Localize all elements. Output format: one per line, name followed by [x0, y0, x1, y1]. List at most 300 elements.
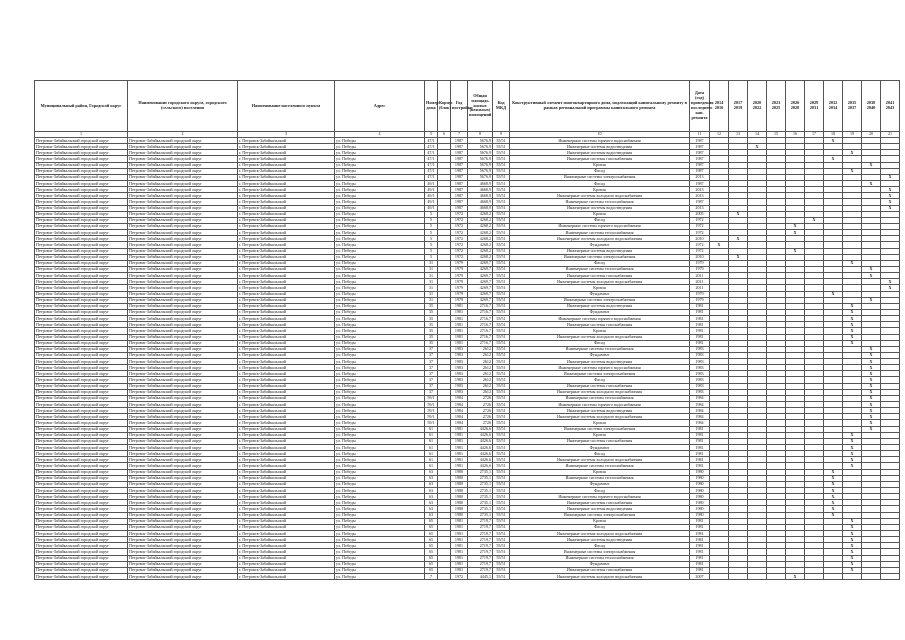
area-cell: 4426,6 [468, 463, 493, 469]
period-mark: Х [824, 138, 843, 144]
element-cell: Фундамент [510, 445, 690, 451]
street-cell: ул. Победы [335, 359, 425, 365]
element-cell: Инженерные системы теплоснабжения [510, 230, 690, 236]
build-year-cell: 1972 [451, 236, 468, 242]
last-repair-cell: 1980 [690, 488, 710, 494]
settlement-cell: Петровск-Забайкальский городской округ [128, 500, 238, 506]
area-cell: 2716,7 [468, 334, 493, 340]
period-mark: Х [843, 438, 862, 444]
last-repair-cell: 1983 [690, 359, 710, 365]
element-cell: Инженерные системы водоотведения [510, 303, 690, 309]
build-year-cell: 1981 [451, 322, 468, 328]
locality-cell: г. Петровск-Забайкальский [238, 365, 335, 371]
locality-cell: г. Петровск-Забайкальский [238, 328, 335, 334]
period-mark: Х [843, 309, 862, 315]
build-year-cell: 1981 [451, 303, 468, 309]
district-cell: Петровск-Забайкальский городской округ [35, 567, 128, 573]
last-repair-cell: 1979 [690, 291, 710, 297]
element-cell: Фасад [510, 524, 690, 530]
element-cell: Кровля [510, 162, 690, 168]
street-cell: ул. Победы [335, 334, 425, 340]
street-cell: ул. Победы [335, 260, 425, 266]
area-cell: 2612 [468, 346, 493, 352]
street-cell: ул. Победы [335, 512, 425, 518]
street-cell: ул. Победы [335, 273, 425, 279]
last-repair-cell: 1983 [690, 371, 710, 377]
settlement-cell: Петровск-Забайкальский городской округ [128, 303, 238, 309]
column-number: 21 [881, 132, 900, 138]
period-mark: Х [862, 383, 881, 389]
column-header: 2017 2019 [729, 81, 748, 132]
period-mark: Х [862, 402, 881, 408]
settlement-cell: Петровск-Забайкальский городской округ [128, 359, 238, 365]
district-cell: Петровск-Забайкальский городской округ [35, 402, 128, 408]
build-year-cell: 1983 [451, 377, 468, 383]
last-repair-cell: 1987 [690, 162, 710, 168]
locality-cell: г. Петровск-Забайкальский [238, 138, 335, 144]
period-mark: Х [862, 266, 881, 272]
area-cell: 4426,6 [468, 451, 493, 457]
house-number-cell: 35 [425, 340, 438, 346]
area-cell: 2719,7 [468, 561, 493, 567]
build-year-cell: 1987 [451, 162, 468, 168]
period-mark: Х [729, 211, 748, 217]
period-mark: Х [862, 162, 881, 168]
period-mark: Х [824, 291, 843, 297]
build-year-cell: 1984 [451, 395, 468, 401]
street-cell: ул. Победы [335, 254, 425, 260]
last-repair-cell: 1980 [690, 469, 710, 475]
locality-cell: г. Петровск-Забайкальский [238, 297, 335, 303]
house-number-cell: 49/1 [425, 205, 438, 211]
street-cell: ул. Победы [335, 291, 425, 297]
mkd-code-cell: 55/51 [493, 346, 510, 352]
last-repair-cell: 2010 [690, 236, 710, 242]
settlement-cell: Петровск-Забайкальский городской округ [128, 291, 238, 297]
last-repair-cell: 1983 [690, 365, 710, 371]
locality-cell: г. Петровск-Забайкальский [238, 377, 335, 383]
period-mark: Х [786, 223, 805, 229]
house-number-cell: 5 [425, 217, 438, 223]
street-cell: ул. Победы [335, 383, 425, 389]
district-cell: Петровск-Забайкальский городской округ [35, 254, 128, 260]
street-cell: ул. Победы [335, 174, 425, 180]
period-mark: Х [862, 371, 881, 377]
build-year-cell: 1981 [451, 463, 468, 469]
mkd-code-cell: 55/51 [493, 506, 510, 512]
street-cell: ул. Победы [335, 211, 425, 217]
district-cell: Петровск-Забайкальский городской округ [35, 481, 128, 487]
area-cell: 4445,1 [468, 573, 493, 579]
area-cell: 2735,1 [468, 469, 493, 475]
build-year-cell: 1987 [451, 144, 468, 150]
locality-cell: г. Петровск-Забайкальский [238, 291, 335, 297]
mkd-code-cell: 55/51 [493, 266, 510, 272]
period-mark: Х [824, 469, 843, 475]
locality-cell: г. Петровск-Забайкальский [238, 144, 335, 150]
area-cell: 4668,9 [468, 180, 493, 186]
element-cell: Фундамент [510, 352, 690, 358]
period-mark: Х [824, 488, 843, 494]
settlement-cell: Петровск-Забайкальский городской округ [128, 340, 238, 346]
area-cell: 2716,7 [468, 309, 493, 315]
period-mark: Х [843, 451, 862, 457]
street-cell: ул. Победы [335, 156, 425, 162]
period-mark: Х [843, 150, 862, 156]
house-number-cell: 49/1 [425, 199, 438, 205]
mkd-code-cell: 55/51 [493, 494, 510, 500]
area-cell: 2719,7 [468, 543, 493, 549]
district-cell: Петровск-Забайкальский городской округ [35, 279, 128, 285]
element-cell: Инженерные системы горячего водоснабжения [510, 223, 690, 229]
locality-cell: г. Петровск-Забайкальский [238, 426, 335, 432]
settlement-cell: Петровск-Забайкальский городской округ [128, 438, 238, 444]
period-mark: Х [729, 254, 748, 260]
settlement-cell: Петровск-Забайкальский городской округ [128, 285, 238, 291]
build-year-cell: 1979 [451, 260, 468, 266]
period-cell [805, 573, 824, 579]
element-cell: Инженерные системы холодного водоснабжения [510, 457, 690, 463]
settlement-cell: Петровск-Забайкальский городской округ [128, 346, 238, 352]
district-cell: Петровск-Забайкальский городской округ [35, 303, 128, 309]
street-cell: ул. Победы [335, 365, 425, 371]
mkd-code-cell: 55/51 [493, 174, 510, 180]
mkd-code-cell: 55/51 [493, 389, 510, 395]
column-header: 2038 2040 [862, 81, 881, 132]
street-cell: ул. Победы [335, 420, 425, 426]
house-number-cell: 47/1 [425, 174, 438, 180]
build-year-cell: 1981 [451, 549, 468, 555]
street-cell: ул. Победы [335, 340, 425, 346]
street-cell: ул. Победы [335, 217, 425, 223]
house-number-cell: 61 [425, 438, 438, 444]
locality-cell: г. Петровск-Забайкальский [238, 457, 335, 463]
area-cell: 2735,1 [468, 512, 493, 518]
column-header: 2041 2043 [881, 81, 900, 132]
mkd-code-cell: 55/51 [493, 549, 510, 555]
last-repair-cell: 2013 [690, 193, 710, 199]
street-cell: ул. Победы [335, 537, 425, 543]
column-number: 12 [710, 132, 729, 138]
build-year-cell: 1980 [451, 469, 468, 475]
last-repair-cell: 1981 [690, 531, 710, 537]
element-cell: Инженерные системы горячего водоснабжения [510, 316, 690, 322]
area-cell: 4426,6 [468, 426, 493, 432]
area-cell: 2735,1 [468, 506, 493, 512]
street-cell: ул. Победы [335, 481, 425, 487]
district-cell: Петровск-Забайкальский городской округ [35, 162, 128, 168]
settlement-cell: Петровск-Забайкальский городской округ [128, 273, 238, 279]
street-cell: ул. Победы [335, 162, 425, 168]
house-number-cell: 47/1 [425, 150, 438, 156]
area-cell: 2735,1 [468, 500, 493, 506]
element-cell: Фасад [510, 260, 690, 266]
settlement-cell: Петровск-Забайкальский городской округ [128, 138, 238, 144]
district-cell: Петровск-Забайкальский городской округ [35, 561, 128, 567]
last-repair-cell: 1983 [690, 389, 710, 395]
house-number-cell: 31 [425, 260, 438, 266]
build-year-cell: 1979 [451, 297, 468, 303]
area-cell: 4269,7 [468, 291, 493, 297]
period-mark: Х [824, 506, 843, 512]
locality-cell: г. Петровск-Забайкальский [238, 346, 335, 352]
build-year-cell: 1981 [451, 328, 468, 334]
header-row [35, 81, 900, 132]
build-year-cell: 1972 [451, 573, 468, 579]
last-repair-cell: 2013 [690, 205, 710, 211]
element-cell: Фундамент [510, 242, 690, 248]
column-header: Код МКД [493, 81, 510, 132]
locality-cell: г. Петровск-Забайкальский [238, 193, 335, 199]
last-repair-cell: 1981 [690, 518, 710, 524]
district-cell: Петровск-Забайкальский городской округ [35, 451, 128, 457]
period-mark: Х [862, 297, 881, 303]
mkd-code-cell: 55/51 [493, 334, 510, 340]
mkd-code-cell: 55/51 [493, 156, 510, 162]
build-year-cell: 1972 [451, 248, 468, 254]
locality-cell: г. Петровск-Забайкальский [238, 531, 335, 537]
settlement-cell: Петровск-Забайкальский городской округ [128, 475, 238, 481]
street-cell: ул. Победы [335, 377, 425, 383]
period-mark: Х [805, 217, 824, 223]
build-year-cell: 1984 [451, 408, 468, 414]
settlement-cell: Петровск-Забайкальский городской округ [128, 395, 238, 401]
street-cell: ул. Победы [335, 352, 425, 358]
area-cell: 2612 [468, 352, 493, 358]
build-year-cell: 1983 [451, 365, 468, 371]
area-cell: 4668,9 [468, 187, 493, 193]
build-year-cell: 1981 [451, 518, 468, 524]
element-cell: Инженерные системы горячего водоснабжения [510, 365, 690, 371]
mkd-code-cell: 55/51 [493, 408, 510, 414]
build-year-cell: 1972 [451, 217, 468, 223]
element-cell: Инженерные системы электроснабжения [510, 549, 690, 555]
element-cell: Инженерные системы теплоснабжения [510, 463, 690, 469]
district-cell: Петровск-Забайкальский городской округ [35, 328, 128, 334]
build-year-cell: 1981 [451, 561, 468, 567]
mkd-code-cell: 55/51 [493, 303, 510, 309]
last-repair-cell: 1981 [690, 334, 710, 340]
street-cell: ул. Победы [335, 168, 425, 174]
period-cell [729, 573, 748, 579]
build-year-cell: 1983 [451, 371, 468, 377]
period-mark: Х [843, 445, 862, 451]
settlement-cell: Петровск-Забайкальский городской округ [128, 408, 238, 414]
mkd-code-cell: 55/51 [493, 273, 510, 279]
district-cell: Петровск-Забайкальский городской округ [35, 463, 128, 469]
locality-cell: г. Петровск-Забайкальский [238, 168, 335, 174]
settlement-cell: Петровск-Забайкальский городской округ [128, 248, 238, 254]
last-repair-cell: 1972 [690, 217, 710, 223]
district-cell: Петровск-Забайкальский городской округ [35, 309, 128, 315]
period-mark: Х [843, 518, 862, 524]
house-number-cell: 5 [425, 223, 438, 229]
house-number-cell: 31 [425, 285, 438, 291]
element-cell: Фундамент [510, 309, 690, 315]
house-number-cell: 37 [425, 383, 438, 389]
house-number-cell: 63 [425, 512, 438, 518]
house-number-cell: 31 [425, 273, 438, 279]
locality-cell: г. Петровск-Забайкальский [238, 162, 335, 168]
settlement-cell: Петровск-Забайкальский городской округ [128, 193, 238, 199]
element-cell: Фундамент [510, 291, 690, 297]
period-mark: Х [824, 512, 843, 518]
last-repair-cell: 1987 [690, 180, 710, 186]
mkd-code-cell: 55/51 [493, 359, 510, 365]
street-cell: ул. Победы [335, 518, 425, 524]
locality-cell: г. Петровск-Забайкальский [238, 389, 335, 395]
house-number-cell: 7 [425, 573, 438, 579]
mkd-code-cell: 55/51 [493, 512, 510, 518]
house-number-cell: 59/1 [425, 414, 438, 420]
settlement-cell: Петровск-Забайкальский городской округ [128, 463, 238, 469]
street-cell: ул. Победы [335, 500, 425, 506]
mkd-code-cell: 55/51 [493, 340, 510, 346]
area-cell: 2716,7 [468, 322, 493, 328]
column-header: Корпус (блок) [438, 81, 451, 132]
locality-cell: г. Петровск-Забайкальский [238, 383, 335, 389]
mkd-code-cell: 55/51 [493, 297, 510, 303]
area-cell: 4269,7 [468, 273, 493, 279]
settlement-cell: Петровск-Забайкальский городской округ [128, 494, 238, 500]
last-repair-cell: 1981 [690, 555, 710, 561]
build-year-cell: 1981 [451, 438, 468, 444]
district-cell: Петровск-Забайкальский городской округ [35, 432, 128, 438]
mkd-code-cell: 55/51 [493, 377, 510, 383]
settlement-cell: Петровск-Забайкальский городской округ [128, 555, 238, 561]
mkd-code-cell: 55/51 [493, 309, 510, 315]
period-mark: Х [862, 346, 881, 352]
period-mark: Х [843, 561, 862, 567]
mkd-code-cell: 55/51 [493, 543, 510, 549]
area-cell: 2719,7 [468, 567, 493, 573]
locality-cell: г. Петровск-Забайкальский [238, 180, 335, 186]
district-cell: Петровск-Забайкальский городской округ [35, 144, 128, 150]
settlement-cell: Петровск-Забайкальский городской округ [128, 174, 238, 180]
settlement-cell: Петровск-Забайкальский городской округ [128, 260, 238, 266]
district-cell: Петровск-Забайкальский городской округ [35, 371, 128, 377]
column-header: 2020 2022 [748, 81, 767, 132]
area-cell: 4426,6 [468, 432, 493, 438]
period-mark: Х [843, 168, 862, 174]
area-cell: 2726 [468, 395, 493, 401]
mkd-code-cell: 55/51 [493, 420, 510, 426]
house-number-cell: 65 [425, 537, 438, 543]
last-repair-cell: 2010 [690, 254, 710, 260]
build-year-cell: 1979 [451, 266, 468, 272]
period-cell [862, 573, 881, 579]
element-cell: Инженерные системы холодного водоснабжения [510, 236, 690, 242]
locality-cell: г. Петровск-Забайкальский [238, 156, 335, 162]
last-repair-cell: 1981 [690, 309, 710, 315]
element-cell: Инженерные системы электроснабжения [510, 297, 690, 303]
house-number-cell: 61 [425, 463, 438, 469]
build-year-cell: 1987 [451, 205, 468, 211]
element-cell: Инженерные системы электроснабжения [510, 254, 690, 260]
street-cell: ул. Победы [335, 266, 425, 272]
element-cell: Фасад [510, 377, 690, 383]
settlement-cell: Петровск-Забайкальский городской округ [128, 537, 238, 543]
area-cell: 2716,7 [468, 303, 493, 309]
last-repair-cell: 2005 [690, 211, 710, 217]
area-cell: 2612 [468, 389, 493, 395]
locality-cell: г. Петровск-Забайкальский [238, 567, 335, 573]
build-year-cell: 1981 [451, 457, 468, 463]
element-cell: Инженерные системы газоснабжения [510, 273, 690, 279]
element-cell: Инженерные системы электроснабжения [510, 512, 690, 518]
settlement-cell: Петровск-Забайкальский городской округ [128, 266, 238, 272]
street-cell: ул. Победы [335, 475, 425, 481]
district-cell: Петровск-Забайкальский городской округ [35, 377, 128, 383]
element-cell: Инженерные системы горячего водоснабжения [510, 402, 690, 408]
build-year-cell: 1987 [451, 174, 468, 180]
locality-cell: г. Петровск-Забайкальский [238, 432, 335, 438]
mkd-code-cell: 55/51 [493, 537, 510, 543]
street-cell: ул. Победы [335, 248, 425, 254]
period-cell [748, 573, 767, 579]
district-cell: Петровск-Забайкальский городской округ [35, 555, 128, 561]
street-cell: ул. Победы [335, 524, 425, 530]
street-cell: ул. Победы [335, 567, 425, 573]
settlement-cell: Петровск-Забайкальский городской округ [128, 223, 238, 229]
last-repair-cell: 1980 [690, 512, 710, 518]
locality-cell: г. Петровск-Забайкальский [238, 451, 335, 457]
house-number-cell: 5 [425, 242, 438, 248]
mkd-code-cell: 55/51 [493, 279, 510, 285]
area-cell: 4269,7 [468, 285, 493, 291]
mkd-code-cell: 55/51 [493, 248, 510, 254]
period-mark: Х [843, 303, 862, 309]
area-cell: 2735,1 [468, 494, 493, 500]
mkd-code-cell: 55/51 [493, 291, 510, 297]
house-number-cell: 65 [425, 549, 438, 555]
element-cell: Инженерные системы теплоснабжения [510, 266, 690, 272]
build-year-cell: 1983 [451, 389, 468, 395]
mkd-code-cell: 55/51 [493, 217, 510, 223]
house-number-cell: 65 [425, 531, 438, 537]
area-cell: 4269,7 [468, 279, 493, 285]
district-cell: Петровск-Забайкальский городской округ [35, 512, 128, 518]
settlement-cell: Петровск-Забайкальский городской округ [128, 567, 238, 573]
district-cell: Петровск-Забайкальский городской округ [35, 322, 128, 328]
build-year-cell: 1983 [451, 383, 468, 389]
locality-cell: г. Петровск-Забайкальский [238, 279, 335, 285]
street-cell: ул. Победы [335, 230, 425, 236]
mkd-code-cell: 55/51 [493, 223, 510, 229]
street-cell: ул. Победы [335, 573, 425, 579]
street-cell: ул. Победы [335, 279, 425, 285]
last-repair-cell: 2013 [690, 174, 710, 180]
locality-cell: г. Петровск-Забайкальский [238, 309, 335, 315]
last-repair-cell: 1981 [690, 463, 710, 469]
house-number-cell: 35 [425, 328, 438, 334]
column-number: 11 [690, 132, 710, 138]
mkd-code-cell: 55/51 [493, 205, 510, 211]
building-block-cell [438, 573, 451, 579]
build-year-cell: 1983 [451, 359, 468, 365]
period-mark: Х [881, 174, 900, 180]
locality-cell: г. Петровск-Забайкальский [238, 408, 335, 414]
build-year-cell: 1981 [451, 531, 468, 537]
column-number: 4 [335, 132, 425, 138]
last-repair-cell: 1984 [690, 402, 710, 408]
element-cell: Инженерные системы газоснабжения [510, 567, 690, 573]
street-cell: ул. Победы [335, 549, 425, 555]
house-number-cell: 37 [425, 371, 438, 377]
house-number-cell: 49/1 [425, 187, 438, 193]
locality-cell: г. Петровск-Забайкальский [238, 500, 335, 506]
house-number-cell: 61 [425, 445, 438, 451]
